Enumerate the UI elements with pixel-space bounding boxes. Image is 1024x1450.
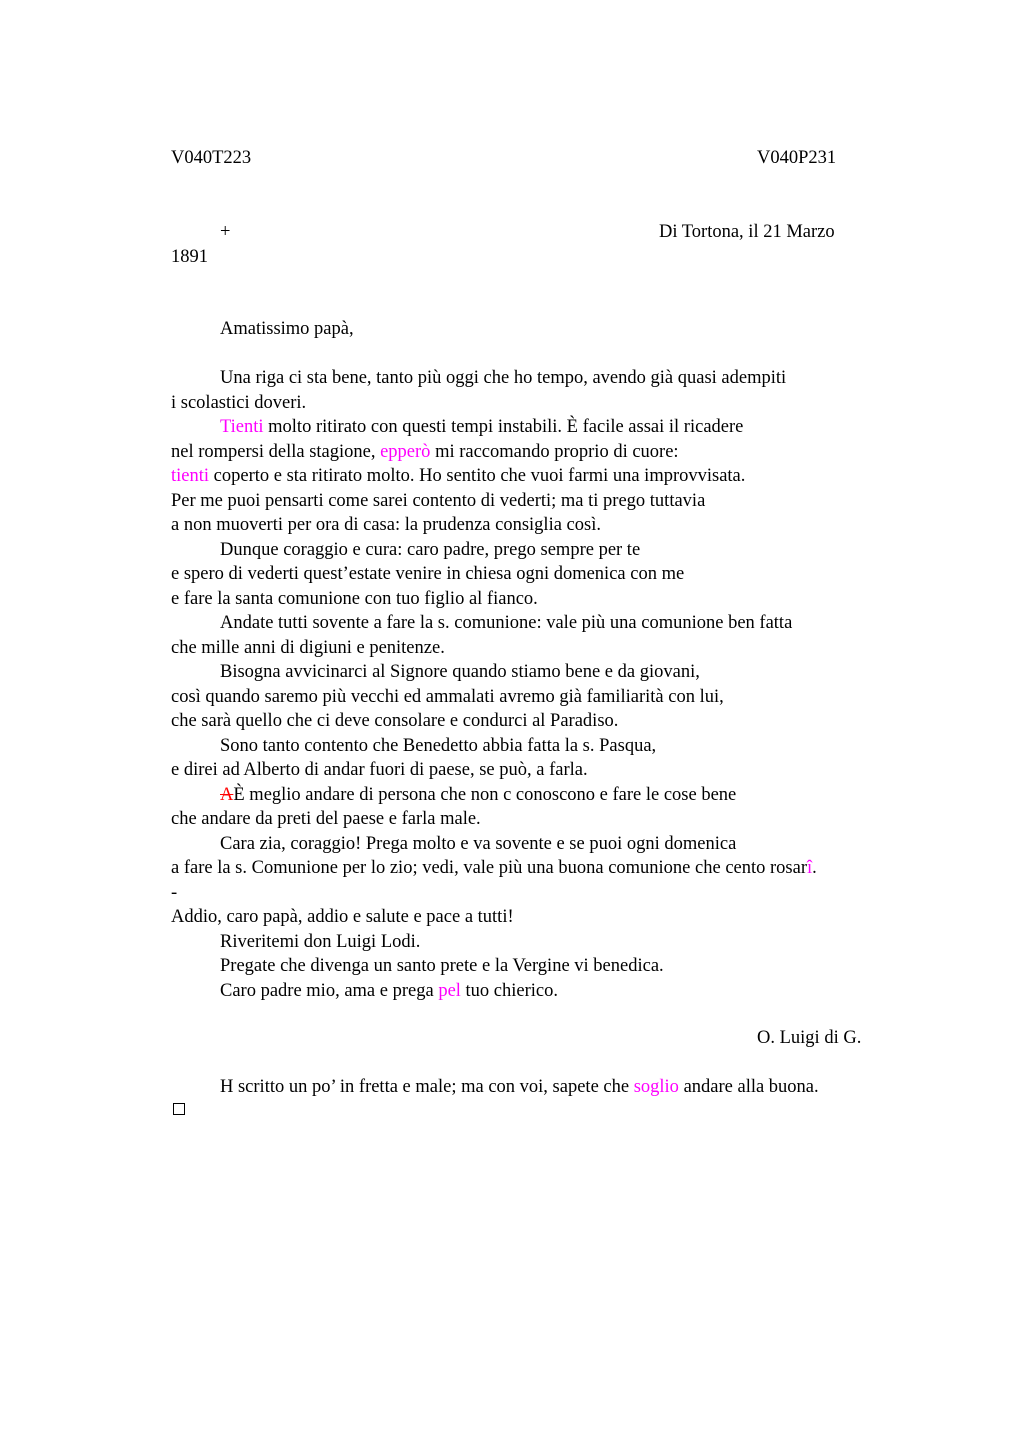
end-box-icon (173, 1103, 185, 1115)
cross-mark: + (220, 222, 231, 242)
body-line: Una riga ci sta bene, tanto più oggi che ho tempo, avendo già quasi adempiti (220, 368, 787, 388)
body-line: a fare la s. Comunione per lo zio; vedi, vale più una buona comunione che cento rosarî. (171, 858, 817, 878)
body-line: Andate tutti sovente a fare la s. comunione: vale più una comunione ben fatta (220, 613, 793, 633)
body-line: così quando saremo più vecchi ed ammalati avremo già familiarità con lui, (171, 686, 724, 707)
body-line: Addio, caro papà, addio e salute e pace a tutti! (171, 907, 514, 927)
body-line: Riveritemi don Luigi Lodi. (220, 931, 421, 952)
body-line: Per me puoi pensarti come sarei contento di vederti; ma ti prego tuttavia (171, 490, 706, 511)
postscript: H scritto un po’ in fretta e male; ma con voi, sapete che soglio andare alla buona. (220, 1077, 819, 1097)
body-line: che andare da preti del paese e farla male. (171, 809, 481, 829)
highlighted-word: tienti (171, 466, 210, 486)
body-line: nel rompersi della stagione, epperò mi raccomando proprio di cuore: (171, 441, 679, 462)
body-line: che mille anni di digiuni e penitenze. (171, 637, 445, 658)
highlighted-letter: î (806, 858, 813, 878)
body-line: a non muoverti per ora di casa: la prudenza consiglia così. (171, 515, 601, 535)
body-line: Pregate che divenga un santo prete e la Vergine vi benedica. (220, 956, 664, 976)
body-line: Tienti molto ritirato con questi tempi instabili. È facile assai il ricadere (220, 417, 744, 437)
body-line: Caro padre mio, ama e prega pel tuo chierico. (220, 980, 559, 1001)
letter-date: Di Tortona, il 21 Marzo (659, 222, 835, 242)
body-line: - (171, 882, 178, 903)
body-line: Dunque coraggio e cura: caro padre, prego sempre per te (220, 539, 641, 560)
reference-left: V040T223 (171, 148, 252, 168)
body-line: che sarà quello che ci deve consolare e condurci al Paradiso. (171, 711, 619, 731)
body-line: Sono tanto contento che Benedetto abbia fatta la s. Pasqua, (220, 735, 657, 756)
body-line: e direi ad Alberto di andar fuori di paese, se può, a farla. (171, 760, 588, 780)
body-line: i scolastici doveri. (171, 392, 307, 413)
letter-body (171, 366, 911, 1003)
body-line: AÈ meglio andare di persona che non c conoscono e fare le cose bene (220, 784, 737, 805)
reference-right: V040P231 (757, 148, 837, 168)
body-line: Cara zia, coraggio! Prega molto e va sovente e se puoi ogni domenica (220, 833, 737, 854)
highlighted-word: soglio (633, 1077, 679, 1097)
body-line: e spero di vederti quest’estate venire in chiesa ogni domenica con me (171, 564, 685, 584)
signature: O. Luigi di G. (757, 1028, 862, 1048)
salutation: Amatissimo papà, (220, 319, 354, 339)
body-line: tienti coperto e sta ritirato molto. Ho sentito che vuoi farmi una improvvisata. (171, 466, 746, 486)
highlighted-word: pel (438, 980, 461, 1001)
highlighted-word: epperò (380, 441, 431, 462)
body-line: Bisogna avvicinarci al Signore quando stiamo bene e da giovani, (220, 662, 700, 682)
letter-year: 1891 (171, 247, 208, 267)
highlighted-word: Tienti (220, 417, 264, 437)
deleted-letter: A (220, 784, 234, 805)
body-line: e fare la santa comunione con tuo figlio al fianco. (171, 588, 538, 609)
